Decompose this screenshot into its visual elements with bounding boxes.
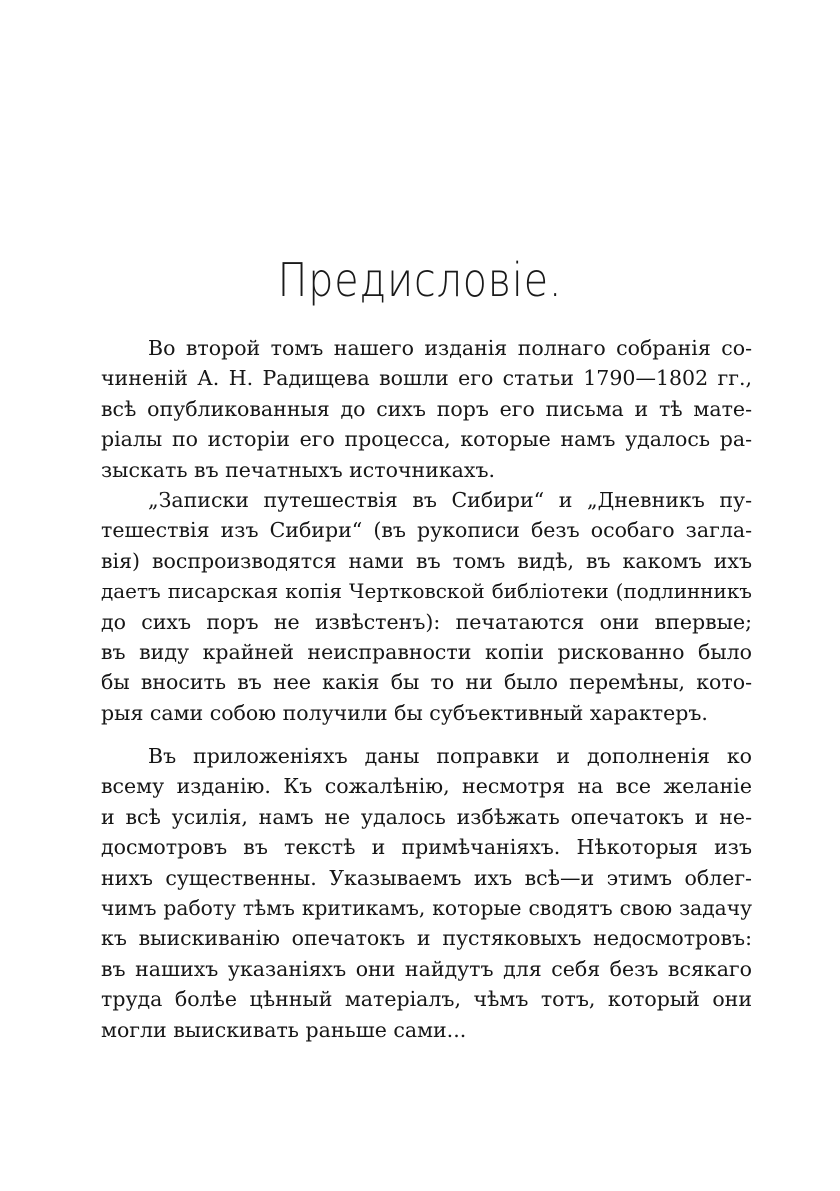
page-title: Предисловіе. bbox=[277, 253, 563, 307]
text-line: къ выискиванію опечатокъ и пустяковыхъ недосмотровъ: bbox=[101, 926, 752, 951]
paragraph-3 bbox=[101, 741, 752, 1045]
text-line: Во второй томъ нашего изданія полнаго собранія со- bbox=[148, 336, 752, 360]
text-line: чимъ работу тѣмъ критикамъ, которые сводятъ свою задачу bbox=[101, 895, 752, 920]
text-line: до сихъ поръ не извѣстенъ): печатаются они впервые; bbox=[101, 609, 752, 634]
paragraph-2 bbox=[101, 485, 752, 728]
paragraph-1 bbox=[101, 333, 752, 485]
text-line: всѣ опубликованныя до сихъ поръ его письма и тѣ мате- bbox=[101, 396, 752, 421]
text-line: труда болѣе цѣнный матеріалъ, чѣмъ тотъ, который они bbox=[101, 987, 752, 1012]
text-line: зыскать въ печатныхъ источникахъ. bbox=[101, 457, 496, 482]
text-line: могли выискивать раньше сами... bbox=[101, 1017, 467, 1042]
text-line: Въ приложеніяхъ даны поправки и дополненія ко bbox=[148, 744, 752, 768]
text-line: всему изданію. Къ сожалѣнію, несмотря на все желаніе bbox=[101, 774, 752, 799]
text-line: и всѣ усилія, намъ не удалось избѣжать опечатокъ и не- bbox=[101, 804, 752, 829]
text-line: бы вносить въ нее какія бы то ни было перемѣны, кото- bbox=[101, 670, 752, 695]
text-line: „Записки путешествія въ Сибири“ и „Дневникъ пу- bbox=[148, 488, 752, 512]
text-line: рыя сами собою получили бы субъективный характеръ. bbox=[101, 700, 708, 725]
text-line: въ виду крайней неисправности копіи рискованно было bbox=[101, 639, 752, 664]
text-line: тешествія изъ Сибири“ (въ рукописи безъ особаго загла- bbox=[101, 518, 752, 543]
text-line: досмотровъ въ текстѣ и примѣчаніяхъ. Нѣкоторыя изъ bbox=[101, 835, 752, 860]
text-line: даетъ писарская копія Чертковской библіотеки (подлинникъ bbox=[101, 579, 752, 604]
text-line: ріалы по исторіи его процесса, которые намъ удалось ра- bbox=[101, 427, 752, 452]
text-line: въ нашихъ указаніяхъ они найдутъ для себя безъ всякаго bbox=[101, 956, 752, 981]
text-line: чиненій А. Н. Радищева вошли его статьи 1790—1802 гг., bbox=[101, 366, 752, 391]
text-line: вія) воспроизводятся нами въ томъ видѣ, въ какомъ ихъ bbox=[101, 548, 752, 573]
text-line: нихъ существенны. Указываемъ ихъ всѣ—и этимъ облег- bbox=[101, 865, 752, 890]
